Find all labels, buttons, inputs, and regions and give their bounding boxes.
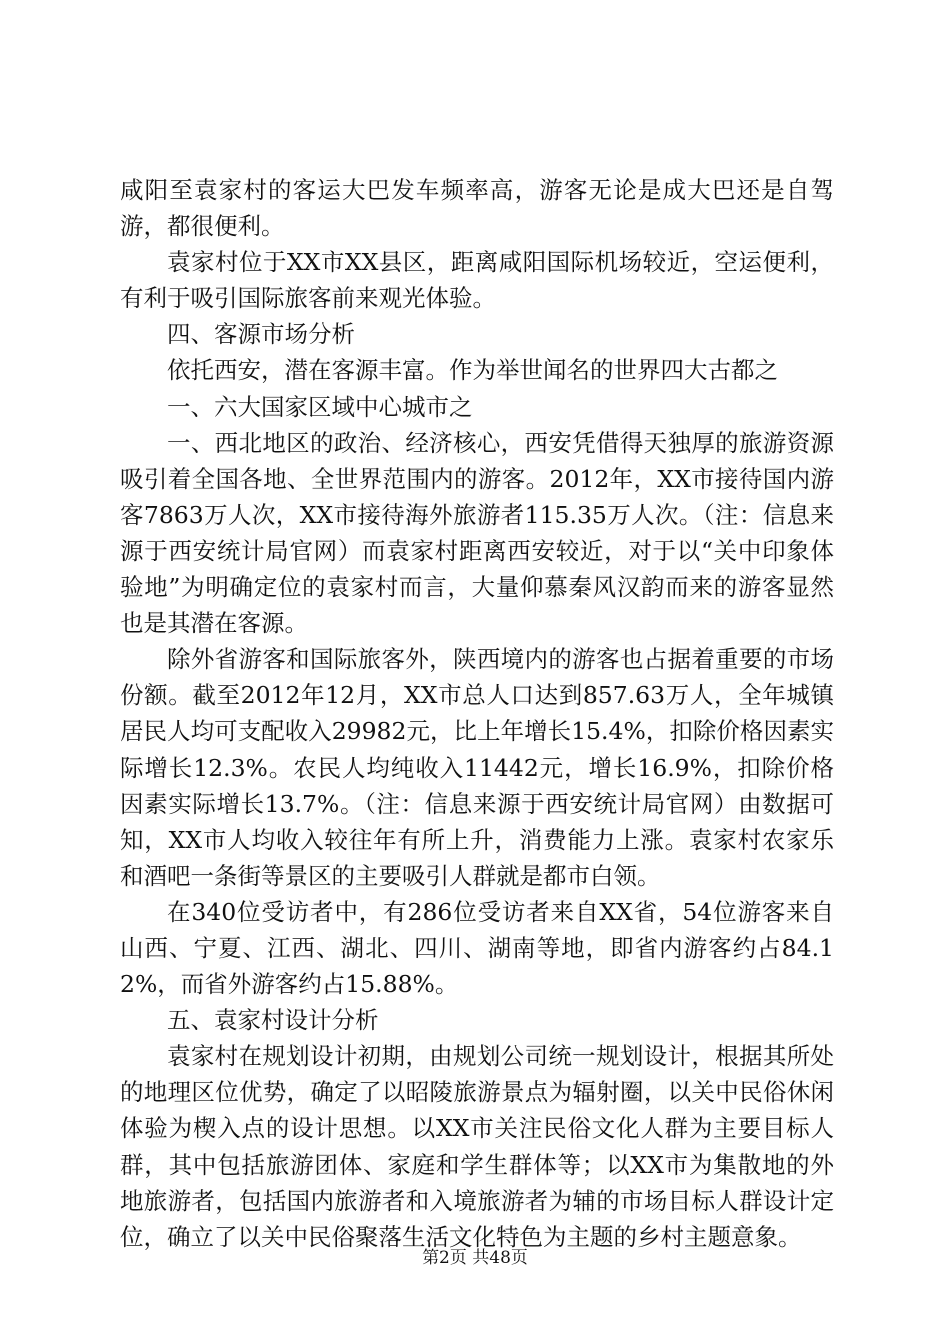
paragraph: 在340位受访者中，有286位受访者来自XX省，54位游客来自山西、宁夏、江西、湖北、四川、湖南等地，即省内游客约占84.12%，而省外游客约占15.88%。 (120, 897, 834, 999)
page-footer: 第2页 共48页 (422, 1248, 528, 1268)
section-heading: 四、客源市场分析 (167, 320, 355, 349)
document-body (120, 172, 834, 1255)
paragraph: 一、西北地区的政治、经济核心，西安凭借得天独厚的旅游资源吸引着全国各地、全世界范围内的游客。2012年，XX市接待国内游客7863万人次，XX市接待海外旅游者115.35万人次。（注：信息来源于西安统计局官网）而袁家村距离西安较近，对于以“关中印象体验地”为明确定位的袁家村而言，大量仰慕秦风汉韵而来的游客显然也是其潜在客源。 (120, 428, 834, 638)
paragraph: 依托西安，潜在客源丰富。作为举世闻名的世界四大古都之 (167, 356, 778, 385)
paragraph: 咸阳至袁家村的客运大巴发车频率高，游客无论是成大巴还是自驾游，都很便利。 (120, 176, 834, 241)
paragraph: 一、六大国家区域中心城市之 (167, 392, 473, 421)
section-heading: 五、袁家村设计分析 (167, 1006, 379, 1035)
paragraph: 袁家村在规划设计初期，由规划公司统一规划设计，根据其所处的地理区位优势，确定了以昭陵旅游景点为辐射圈，以关中民俗休闲体验为楔入点的设计思想。以XX市关注民俗文化人群为主要目标人群，其中包括旅游团体、家庭和学生群体等；以XX市为集散地的外地旅游者，包括国内旅游者和入境旅游者为辅的市场目标人群设计定位，确立了以关中民俗聚落生活文化特色为主题的乡村主题意象。 (120, 1042, 834, 1251)
paragraph: 除外省游客和国际旅客外，陕西境内的游客也占据着重要的市场份额。截至2012年12月，XX市总人口达到857.63万人，全年城镇居民人均可支配收入29982元，比上年增长15.4%，扣除价格因素实际增长12.3%。农民人均纯收入11442元，增长16.9%，扣除价格因素实际增长13.7%。（注：信息来源于西安统计局官网）由数据可知，XX市人均收入较往年有所上升，消费能力上涨。袁家村农家乐和酒吧一条街等景区的主要吸引人群就是都市白领。 (120, 645, 834, 890)
paragraph: 袁家村位于XX市XX县区，距离咸阳国际机场较近，空运便利，有利于吸引国际旅客前来观光体验。 (120, 248, 834, 313)
